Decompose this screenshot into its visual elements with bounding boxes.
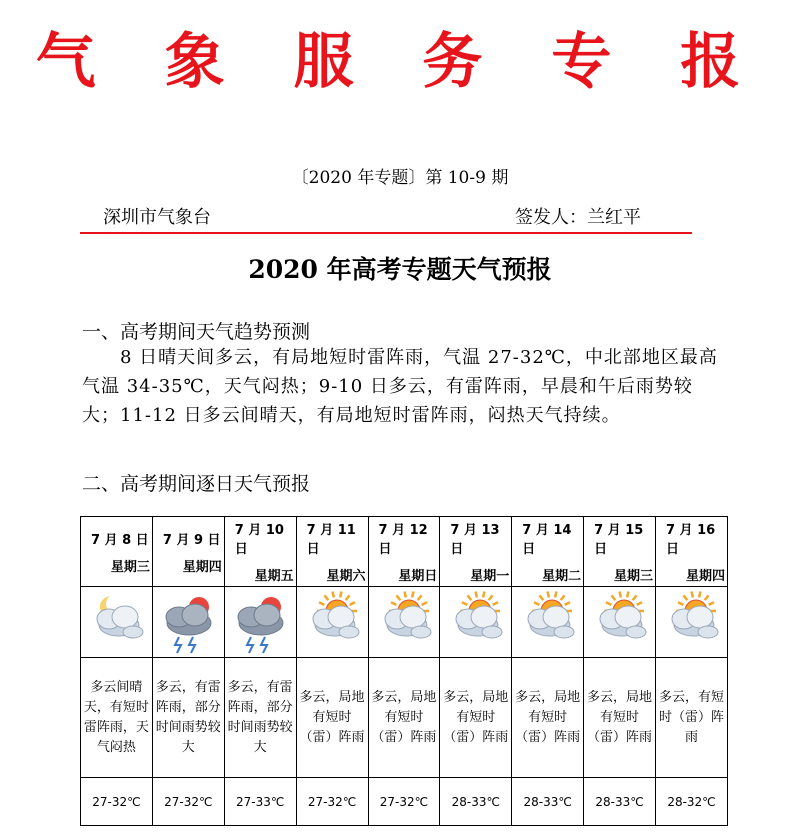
forecast-icon-cell <box>296 587 368 658</box>
section-2-heading: 二、高考期间逐日天气预报 <box>82 473 311 495</box>
forecast-temperature: 27-32℃ <box>368 778 440 826</box>
forecast-icon-cell <box>584 587 656 658</box>
forecast-date: 7 月 8 日 <box>91 532 149 548</box>
forecast-date: 7 月 15 日 <box>594 523 644 557</box>
partly-cloudy-icon <box>440 587 511 657</box>
forecast-temperature: 28-33℃ <box>512 778 584 826</box>
forecast-weekday: 星期四 <box>685 569 725 584</box>
thunderstorm-icon <box>153 587 224 657</box>
forecast-date: 7 月 13 日 <box>450 523 500 557</box>
forecast-weekday: 星期六 <box>326 569 366 584</box>
forecast-icon-cell <box>656 587 728 658</box>
forecast-temperature: 27-32℃ <box>152 778 224 826</box>
masthead: 气 象 服 务 专 报 <box>35 27 765 97</box>
agency-name: 深圳市气象台 <box>103 207 211 228</box>
forecast-date-row <box>81 517 728 587</box>
section-1-body: 8 日晴天间多云，有局地短时雷阵雨，气温 27-32℃，中北部地区最高气温 34-35℃，天气闷热；9-10 日多云，有雷阵雨，早晨和午后雨势较大；11-12 日多云间晴天，有局地短时雷阵雨，闷热天气持续。 <box>82 347 718 426</box>
section-1-heading: 一、高考期间天气趋势预测 <box>82 321 311 343</box>
forecast-icon-cell <box>440 587 512 658</box>
forecast-temperature: 27-33℃ <box>224 778 296 826</box>
forecast-date-cell <box>656 517 728 587</box>
forecast-weekday: 星期一 <box>470 569 510 584</box>
partly-cloudy-icon <box>297 587 368 657</box>
forecast-icon-cell <box>512 587 584 658</box>
forecast-date-cell <box>584 517 656 587</box>
forecast-temperature: 28-33℃ <box>440 778 512 826</box>
forecast-icon-cell <box>368 587 440 658</box>
forecast-date-cell <box>440 517 512 587</box>
forecast-weekday: 星期二 <box>542 569 582 584</box>
partly-cloudy-icon <box>369 587 440 657</box>
forecast-date-cell <box>152 517 224 587</box>
forecast-date: 7 月 9 日 <box>162 532 221 548</box>
partly-cloudy-icon <box>656 587 727 657</box>
forecast-temperature: 28-32℃ <box>656 778 728 826</box>
forecast-description: 多云，有雷阵雨，部分时间雨势较大 <box>224 658 296 778</box>
partly-cloudy-icon <box>584 587 655 657</box>
issuer: 签发人：兰红平 <box>515 207 641 228</box>
forecast-desc-row <box>81 658 728 778</box>
forecast-description: 多云，局地有短时（雷）阵雨 <box>440 658 512 778</box>
forecast-description: 多云，有雷阵雨，部分时间雨势较大 <box>152 658 224 778</box>
forecast-weekday: 星期三 <box>613 569 653 584</box>
forecast-description: 多云间晴天，有短时雷阵雨，天气闷热 <box>81 658 153 778</box>
forecast-description: 多云，有短时（雷）阵雨 <box>656 658 728 778</box>
forecast-date-cell <box>368 517 440 587</box>
forecast-date: 7 月 16 日 <box>666 523 716 557</box>
forecast-temp-row <box>81 778 728 826</box>
forecast-date: 7 月 14 日 <box>522 523 572 557</box>
forecast-description: 多云，局地有短时（雷）阵雨 <box>512 658 584 778</box>
forecast-date-cell <box>224 517 296 587</box>
document-title: 2020 年高考专题天气预报 <box>248 255 552 284</box>
forecast-icon-cell <box>81 587 153 658</box>
forecast-icon-cell <box>224 587 296 658</box>
red-divider <box>80 232 692 234</box>
forecast-weekday: 星期四 <box>182 559 222 575</box>
issue-number: 〔2020 年专题〕第 10-9 期 <box>291 168 509 188</box>
sun-cloud-moon-icon <box>81 587 152 657</box>
forecast-icon-row <box>81 587 728 658</box>
forecast-description: 多云，局地有短时（雷）阵雨 <box>296 658 368 778</box>
forecast-temperature: 28-33℃ <box>584 778 656 826</box>
forecast-table <box>80 516 728 826</box>
thunderstorm-icon <box>225 587 296 657</box>
forecast-date: 7 月 11 日 <box>306 523 356 557</box>
partly-cloudy-icon <box>512 587 583 657</box>
forecast-date: 7 月 10 日 <box>234 523 284 557</box>
forecast-date: 7 月 12 日 <box>378 523 428 557</box>
forecast-date-cell <box>296 517 368 587</box>
forecast-temperature: 27-32℃ <box>296 778 368 826</box>
forecast-date-cell <box>81 517 153 587</box>
forecast-icon-cell <box>152 587 224 658</box>
forecast-date-cell <box>512 517 584 587</box>
forecast-weekday: 星期三 <box>110 559 150 575</box>
forecast-weekday: 星期日 <box>398 569 438 584</box>
forecast-temperature: 27-32℃ <box>81 778 153 826</box>
forecast-weekday: 星期五 <box>254 569 294 584</box>
forecast-description: 多云，局地有短时（雷）阵雨 <box>368 658 440 778</box>
forecast-description: 多云，局地有短时（雷）阵雨 <box>584 658 656 778</box>
